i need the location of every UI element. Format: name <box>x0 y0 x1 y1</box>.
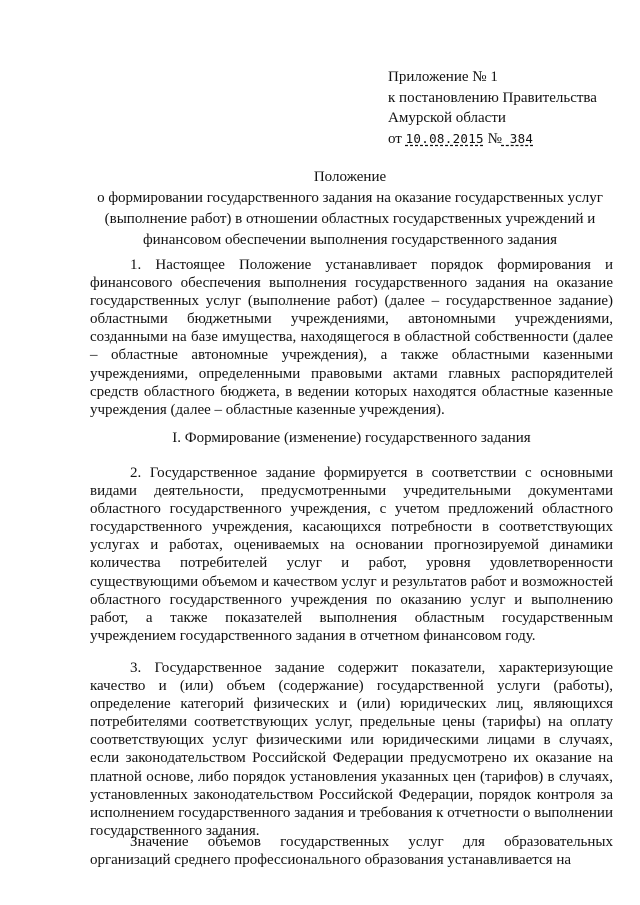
appendix-decree-ref: к постановлению Правительства <box>388 89 597 106</box>
number-sign: № <box>483 130 502 147</box>
title-line-1: о формировании государственного задания на оказание государственных услуг <box>97 190 603 206</box>
decree-number: 384 <box>501 130 534 146</box>
title-line-2: (выполнение работ) в отношении областных государственных учреждений и <box>104 211 596 227</box>
appendix-header <box>388 67 597 149</box>
paragraph-1: 1. Настоящее Положение устанавливает порядок формирования и финансового обеспечения выполнения государственного задания на оказание государственных услуг (выполнение работ) (далее – государственное задание) областными бюджетными учреждениями, автономными учреждениями, созданными на базе имущества, находящегося в областной собственности (далее – областные автономные учреждения), а также областными казенными учреждениями, определенными правовыми актами главных распорядителей средств областного бюджета, в ведении которых находятся областные казенные учреждения (далее – областные казенные учреждения). <box>90 257 613 418</box>
appendix-date-line <box>388 129 597 150</box>
paragraph-3: 3. Государственное задание содержит показатели, характеризующие качество и (или) объем (содержание) государственной услуги (работы), определение категорий физических и (или) юридических лиц, являющихся потребителями соответствующих услуг, предельные цены (тарифы) на оплату соответствующих услуг физическими или юридическими лицами в случаях, если законодательством Российской Федерации предусмотрено их оказание на платной основе, либо порядок установления указанных цен (тарифов) в случаях, установленных законодательством Российской Федерации, порядок контроля за исполнением государственного задания и требования к отчетности о выполнении государственного задания. <box>90 660 613 839</box>
paragraph-2: 2. Государственное задание формируется в соответствии с основными видами деятельности, предусмотренными учредительными документами областного государственного учреждения, с учетом предложений областного государственного учреждения, касающихся потребности в соответствующих услугах и работах, оцениваемых на основании прогнозируемой динамики количества потребителей услуг и работ, уровня удовлетворенности существующими объемом и качеством услуг и результатов работ и возможностей областного государственного учреждения по оказанию услуг и выполнению работ, а также показателей выполнения областным государственным учреждением государственного задания в отчетном финансовом году. <box>90 465 613 644</box>
appendix-region: Амурской области <box>388 110 506 126</box>
title-heading: Положение <box>313 169 387 185</box>
date-prefix: от <box>388 130 406 147</box>
decree-date: 10.08.2015 <box>405 130 484 146</box>
paragraph-4: Значение объемов государственных услуг для образовательных организаций среднего профессионального образования устанавливается на <box>90 834 613 869</box>
document-title <box>90 167 610 251</box>
title-line-3: финансовом обеспечении выполнения государственного задания <box>142 232 558 248</box>
section-title: I. Формирование (изменение) государственного задания <box>172 430 531 446</box>
appendix-number: Приложение № 1 <box>388 69 498 85</box>
